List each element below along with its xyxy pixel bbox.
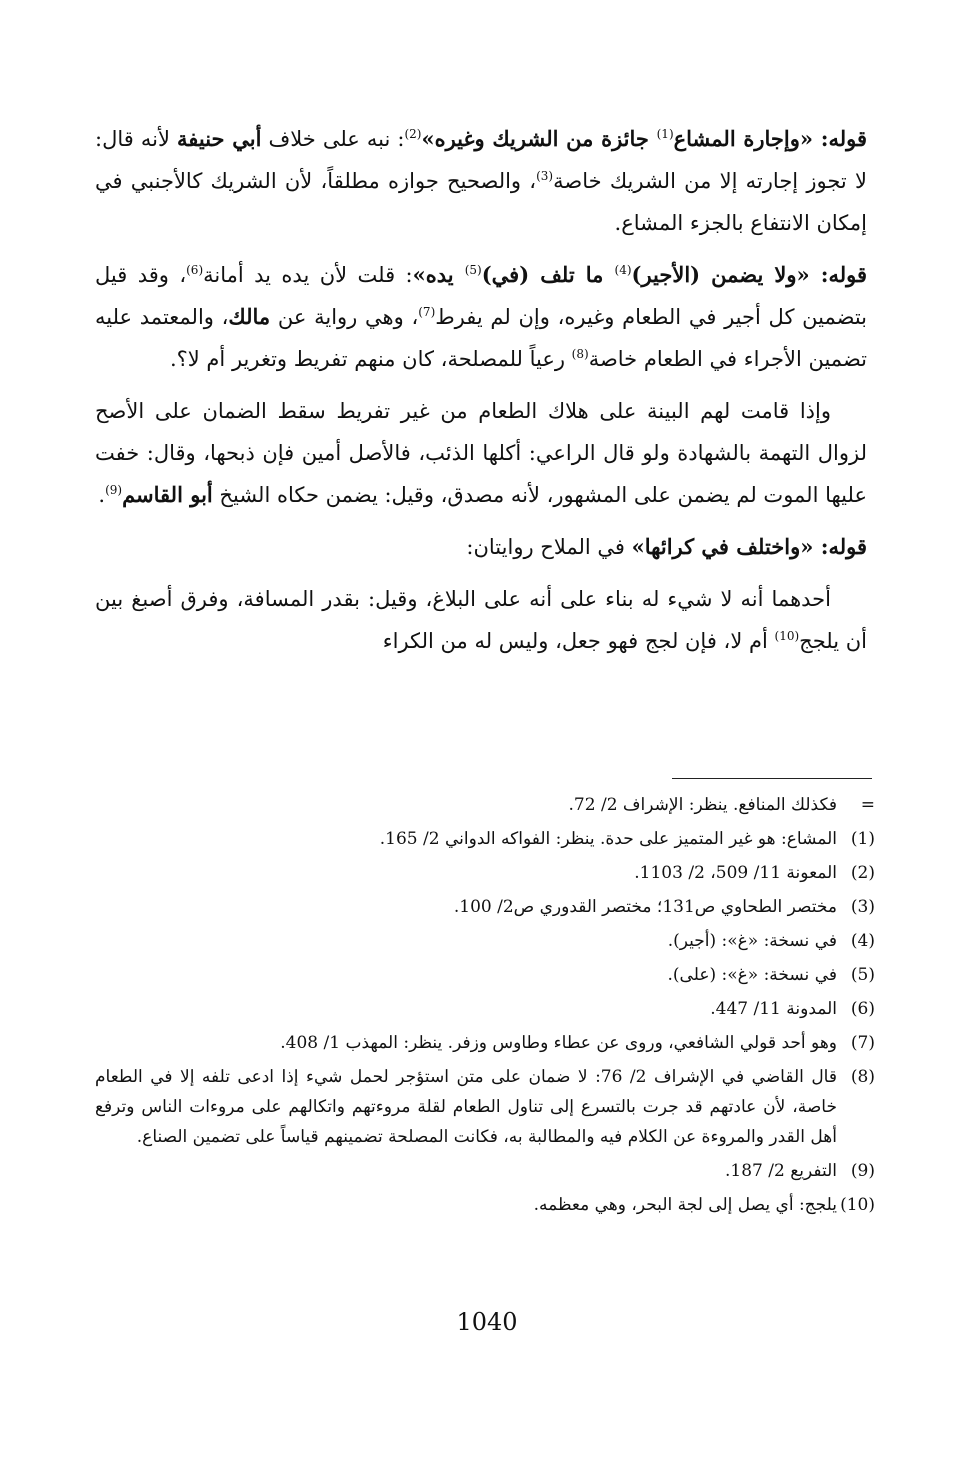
footnote-number: (1) xyxy=(850,829,875,849)
paragraph xyxy=(95,254,867,380)
footnote-text xyxy=(95,1028,837,1058)
footnote-number: (5) xyxy=(850,965,875,985)
footnote-text xyxy=(95,790,837,820)
text-run: يلجج: أي يصل إلى لجة البحر، وهي معظمه. xyxy=(533,1195,837,1215)
footnote-text xyxy=(95,1062,837,1152)
main-text xyxy=(95,118,867,672)
footnote-number: (2) xyxy=(850,863,875,883)
text-run: أم لا، فإن لجج فهو جعل، وليس له من الكراء xyxy=(382,629,775,653)
text-run: ، والصحيح جوازه مطلقاً، لأن الشريك كالأجنبي في إمكان الانتفاع بالجزء المشاع. xyxy=(95,169,867,235)
text-run: ، وهي رواية عن xyxy=(270,305,419,329)
bold-text: ما تلف (في) xyxy=(481,262,615,287)
footnote-number: = xyxy=(860,795,875,815)
footnote-text xyxy=(95,1156,837,1186)
footnote-marker: (2) xyxy=(404,127,422,141)
footnote-number: (10) xyxy=(840,1195,875,1215)
footnote-marker: (3) xyxy=(536,169,554,183)
footnote-number: (9) xyxy=(850,1161,875,1181)
footnote-marker: (5) xyxy=(464,263,482,277)
footnote-number: (6) xyxy=(850,999,875,1019)
text-run: لأنه قال: لا تجوز إجارته إلا من الشريك خاصة xyxy=(95,127,867,193)
footnote-text xyxy=(95,892,837,922)
bold-text: قوله: xyxy=(813,534,867,559)
text-run: وهو أحد قولي الشافعي، وروى عن عطاء وطاوس وزفر. ينظر: المهذب 1/ 408. xyxy=(280,1033,837,1053)
bold-text: «وإجارة المشاع xyxy=(673,126,813,151)
footnote xyxy=(95,1028,875,1058)
bold-text: قوله: xyxy=(809,262,868,287)
text-run: فكذلك المنافع. ينظر: الإشراف 2/ 72. xyxy=(568,795,837,815)
footnote-marker: (8) xyxy=(571,347,589,361)
footnote-number: (8) xyxy=(850,1067,875,1087)
footnote-marker: (9) xyxy=(105,483,123,497)
bold-text: قوله: xyxy=(813,126,867,151)
footnote-marker: (6) xyxy=(186,263,204,277)
bold-text: جائزة من الشريك وغيره» xyxy=(421,126,657,151)
footnote-marker: (1) xyxy=(656,127,674,141)
text-run: وإذا قامت لهم البينة على هلاك الطعام من غير تفريط سقط الضمان على الأصح لزوال التهمة بالشهادة ولو قال الراعي: أكلها الذئب، فالأصل أمين فإن ذبحها، وقال: خفت عليها الموت لم يضمن على المشهور، لأنه مصدق، وقيل: يضمن حكاه الشيخ xyxy=(95,399,867,507)
bold-text: يده» xyxy=(412,262,465,287)
footnote xyxy=(95,960,875,990)
footnote-marker: (4) xyxy=(614,263,632,277)
bold-text: «واختلف في كرائها» xyxy=(631,534,814,559)
bold-text: أبو القاسم xyxy=(122,482,213,507)
footnote-text xyxy=(95,858,837,888)
footnote xyxy=(95,858,875,888)
paragraph xyxy=(95,390,867,516)
text-run: في نسخة: «غ»: (على). xyxy=(667,965,837,985)
footnote-marker: (10) xyxy=(774,629,800,643)
text-run: المدونة 11/ 447. xyxy=(710,999,837,1019)
text-run: ، والمعتمد عليه تضمين الأجراء في الطعام خاصة xyxy=(95,305,867,371)
bold-text: أبي حنيفة xyxy=(176,126,262,151)
footnote-number: (3) xyxy=(850,897,875,917)
footnote xyxy=(95,824,875,854)
footnote-number: (7) xyxy=(850,1033,875,1053)
footnote-text xyxy=(95,994,837,1024)
footnote-text xyxy=(95,960,837,990)
paragraph xyxy=(95,578,867,662)
footnote xyxy=(95,1190,875,1220)
text-run: في نسخة: «غ»: (أجير). xyxy=(667,931,837,951)
footnote-text xyxy=(95,1190,837,1220)
footnote-separator xyxy=(672,778,872,779)
text-run: قال القاضي في الإشراف 2/ 76: لا ضمان على متن استؤجر لحمل شيء إذا ادعى تلفه إلا في الطعام خاصة، لأن عادتهم قد جرت بالتسرع إلى تناول الطعام لقلة مروءتهم واتكالهم على مروءات الناس وترفع أهل القدر والمروءة عن الكلام فيه والمطالبة به، فكانت المصلحة تضمينهم قياساً على تضمين الصناع. xyxy=(95,1067,837,1147)
footnote-number: (4) xyxy=(850,931,875,951)
text-run: . xyxy=(98,483,106,507)
footnotes xyxy=(95,790,875,1224)
footnote xyxy=(95,1156,875,1186)
footnote-text xyxy=(95,926,837,956)
text-run: رعياً للمصلحة، كان منهم تفريط وتغرير أم لا؟. xyxy=(169,347,572,371)
text-run: أحدهما أنه لا شيء له بناء على أنه على البلاغ، وقيل: بقدر المسافة، وفرق أصبغ بين أن يلجج xyxy=(95,587,867,653)
bold-text: «ولا يضمن (الأجير) xyxy=(631,262,810,287)
page-number: 1040 xyxy=(456,1308,518,1336)
text-run: : نبه على خلاف xyxy=(261,127,405,151)
footnote-marker: (7) xyxy=(418,305,436,319)
text-run: المشاع: هو غير المتميز على حدة. ينظر: الفواكه الدواني 2/ 165. xyxy=(379,829,837,849)
text-run: ، وقد قيل بتضمين كل أجير في الطعام وغيره، وإن لم يفرط xyxy=(95,263,867,329)
footnote xyxy=(95,1062,875,1152)
text-run: مختصر الطحاوي ص131؛ مختصر القدوري ص2/ 100. xyxy=(453,897,837,917)
paragraph xyxy=(95,118,867,244)
text-run: المعونة 11/ 509، 2/ 1103. xyxy=(634,863,837,883)
text-run: التفريع 2/ 187. xyxy=(724,1161,837,1181)
footnote-text xyxy=(95,824,837,854)
footnote xyxy=(95,790,875,820)
text-run: في الملاح روايتان: xyxy=(466,535,632,559)
footnote xyxy=(95,892,875,922)
paragraph xyxy=(95,526,867,568)
bold-text: مالك xyxy=(228,304,271,329)
footnote xyxy=(95,926,875,956)
footnote xyxy=(95,994,875,1024)
text-run: : قلت لأن يده يد أمانة xyxy=(203,263,413,287)
